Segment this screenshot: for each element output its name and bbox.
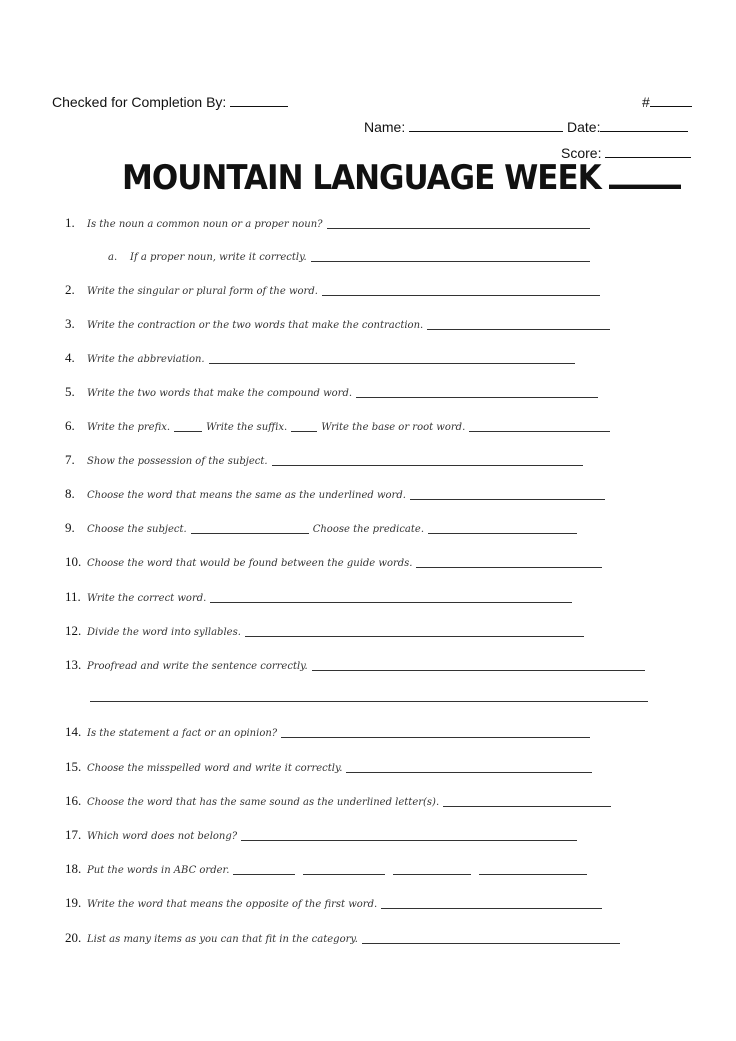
checked-by-label: Checked for Completion By:	[52, 94, 227, 110]
item-number: 6.	[65, 418, 75, 433]
item-text: Show the possession of the subject.	[87, 456, 268, 467]
answer-line[interactable]	[327, 228, 590, 229]
item-text: Is the statement a fact or an opinion?	[87, 728, 278, 739]
item-number: 11.	[65, 589, 81, 604]
answer-line[interactable]	[322, 295, 600, 296]
list-item	[65, 657, 645, 673]
item-text: Is the noun a common noun or a proper noun?	[87, 219, 323, 230]
item-number: 16.	[65, 793, 82, 808]
list-item	[65, 215, 590, 231]
item-text: Divide the word into syllables.	[87, 627, 241, 638]
answer-line[interactable]	[362, 943, 620, 944]
list-item	[65, 861, 587, 877]
suffix-blank[interactable]	[291, 431, 317, 432]
item-number: 10.	[65, 554, 82, 569]
item-text: Write the singular or plural form of the word.	[87, 286, 318, 297]
item-text: Write the abbreviation.	[87, 354, 205, 365]
answer-line[interactable]	[356, 397, 598, 398]
list-item	[65, 793, 611, 809]
item-number: 12.	[65, 623, 82, 638]
item-number: 18.	[65, 861, 82, 876]
item-text: Which word does not belong?	[87, 831, 238, 842]
title-text: MOUNTAIN LANGUAGE WEEK	[122, 158, 601, 198]
subject-blank[interactable]	[191, 533, 309, 534]
item-text: Write the word that means the opposite of the first word.	[87, 899, 378, 910]
item-number: 15.	[65, 759, 82, 774]
item-text: Choose the word that has the same sound as the underlined letter(s).	[87, 797, 440, 808]
item-number: 19.	[65, 895, 82, 910]
number-blank[interactable]	[650, 94, 692, 107]
item-number: a.	[108, 252, 118, 263]
item-text: Put the words in ABC order.	[87, 865, 230, 876]
answer-line[interactable]	[428, 533, 577, 534]
item-text: If a proper noun, write it correctly.	[130, 252, 307, 263]
name-label: Name:	[364, 119, 406, 135]
item-text: Proofread and write the sentence correctly.	[87, 661, 308, 672]
date-label: Date:	[567, 119, 601, 135]
item-text: Write the correct word.	[87, 593, 207, 604]
item-number: 9.	[65, 520, 75, 535]
item-number: 2.	[65, 282, 75, 297]
list-item	[65, 724, 590, 740]
answer-line[interactable]	[312, 670, 645, 671]
list-item	[65, 316, 610, 332]
answer-line[interactable]	[416, 567, 602, 568]
item-number: 17.	[65, 827, 82, 842]
answer-line[interactable]	[410, 499, 605, 500]
date-blank[interactable]	[600, 119, 688, 132]
item-text: Choose the subject.	[87, 524, 187, 535]
score-label: Score:	[561, 145, 602, 161]
item-number: 5.	[65, 384, 75, 399]
item-text: Choose the misspelled word and write it correctly.	[87, 763, 343, 774]
answer-line[interactable]	[346, 772, 592, 773]
answer-line[interactable]	[427, 329, 610, 330]
answer-line[interactable]	[272, 465, 583, 466]
list-item	[65, 520, 577, 536]
item-number: 13.	[65, 657, 82, 672]
list-item	[65, 282, 600, 298]
list-item	[65, 759, 592, 775]
checked-by-field	[52, 94, 288, 110]
answer-line[interactable]	[210, 602, 572, 603]
answer-line[interactable]	[381, 908, 602, 909]
score-blank[interactable]	[605, 145, 691, 158]
item-number: 14.	[65, 724, 82, 739]
list-item	[65, 554, 602, 570]
abc-blank[interactable]	[479, 874, 587, 875]
answer-line[interactable]	[245, 636, 584, 637]
item-number: 20.	[65, 930, 82, 945]
item-number: 1.	[65, 215, 75, 230]
item-number: 4.	[65, 350, 75, 365]
abc-blank[interactable]	[233, 874, 295, 875]
list-item	[65, 350, 575, 366]
item-text: List as many items as you can that fit in the category.	[87, 934, 358, 945]
answer-line[interactable]	[241, 840, 577, 841]
name-field	[364, 119, 688, 135]
number-label: #	[642, 94, 650, 110]
prefix-blank[interactable]	[174, 431, 202, 432]
list-item	[65, 486, 605, 502]
answer-line[interactable]	[281, 737, 590, 738]
list-item	[65, 827, 577, 843]
item-text: Choose the word that means the same as the underlined word.	[87, 490, 406, 501]
answer-line[interactable]	[311, 261, 590, 262]
number-field	[642, 94, 692, 110]
abc-blank[interactable]	[393, 874, 471, 875]
list-item	[65, 895, 602, 911]
answer-line[interactable]	[469, 431, 610, 432]
item-text: Write the suffix.	[206, 422, 288, 433]
item-text: Write the prefix.	[87, 422, 171, 433]
answer-line[interactable]	[443, 806, 611, 807]
page-title	[122, 158, 681, 198]
abc-blank[interactable]	[303, 874, 385, 875]
list-item	[108, 248, 590, 264]
list-item	[65, 930, 620, 946]
list-item	[65, 384, 598, 400]
answer-line-continued[interactable]	[90, 701, 648, 702]
item-number: 3.	[65, 316, 75, 331]
item-text: Write the contraction or the two words that make the contraction.	[87, 320, 424, 331]
list-item	[65, 589, 572, 605]
list-item	[65, 418, 610, 434]
item-number: 7.	[65, 452, 75, 467]
answer-line[interactable]	[209, 363, 575, 364]
item-text: Write the two words that make the compound word.	[87, 388, 353, 399]
item-text: Choose the predicate.	[312, 524, 425, 535]
checked-by-blank[interactable]	[230, 94, 288, 107]
week-blank[interactable]	[609, 185, 681, 189]
list-item	[65, 623, 584, 639]
list-item	[65, 452, 583, 468]
item-number: 8.	[65, 486, 75, 501]
item-text: Choose the word that would be found between the guide words.	[87, 558, 413, 569]
name-blank[interactable]	[409, 119, 563, 132]
item-text: Write the base or root word.	[321, 422, 466, 433]
